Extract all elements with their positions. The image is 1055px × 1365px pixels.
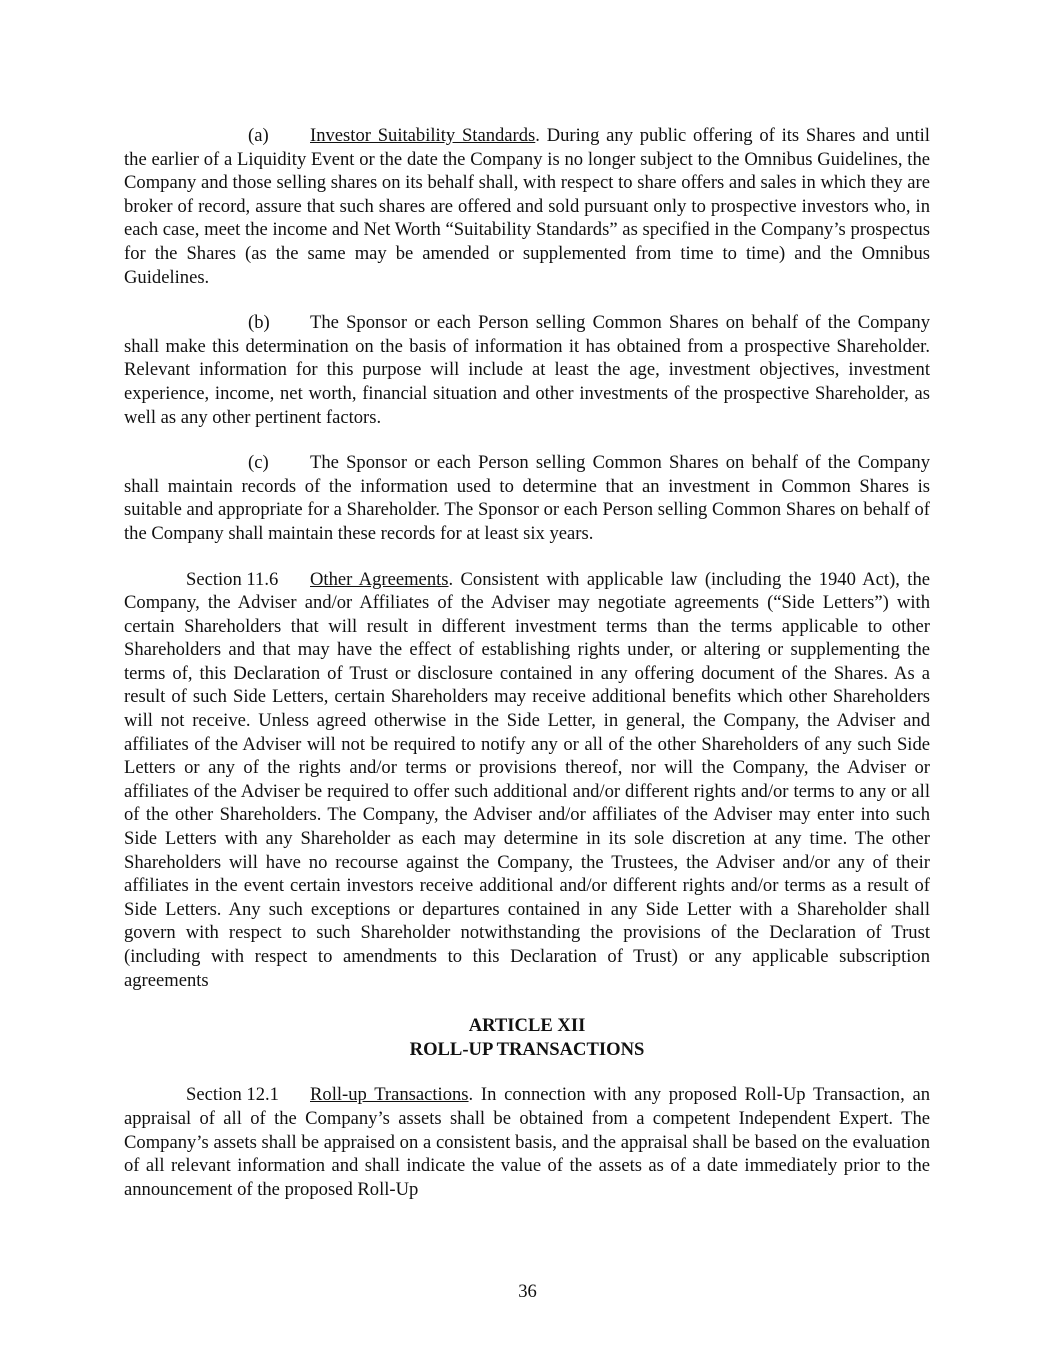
article-heading (124, 1014, 930, 1061)
section-11-6 (124, 568, 930, 993)
paragraph-a-enum: (a) (248, 125, 269, 146)
paragraph-c-enum: (c) (248, 452, 269, 474)
section-12-1 (124, 1083, 930, 1201)
section-12-1-heading: Roll-up Transactions (310, 1084, 469, 1106)
paragraph-a-text: . During any public offering of its Shares and until the earlier of a Liquidity Event or the date the Company is no longer subject to the Omnibus Guidelines, the Company and those selling shares on its behalf shall, with respect to share offers and sales in which they are broker of record, assure that such shares are offered and sold pursuant only to prospective investors who, in each case, meet the income and Net Worth “Suitability Standards” as specified in the Company’s prospectus for the Shares (as the same may be amended or supplemented from time to time) and the Omnibus Guidelines. (124, 125, 930, 288)
article-number: ARTICLE XII (468, 1015, 586, 1037)
article-title: ROLL-UP TRANSACTIONS (409, 1038, 645, 1060)
section-11-6-text: . Consistent with applicable law (including the 1940 Act), the Company, the Adviser and/or Affiliates of the Adviser may negotiate agreements (“Side Letters”) with certain Shareholders that will result in different investment terms than the terms applicable to other Shareholders and that may have the effect of establishing rights under, or altering or supplementing the terms of, this Declaration of Trust or disclosure contained in any offering document of the Shares. As a result of such Side Letters, certain Shareholders may receive additional benefits which other Shareholders will not receive. Unless agreed otherwise in the Side Letter, in general, the Company, the Adviser and affiliates of the Adviser will not be required to notify any or all of the other Shareholders of any such Side Letters or any of the rights and/or terms or provisions thereof, nor will the Company, the Adviser or affiliates of the Adviser be required to offer such additional and/or different rights and/or terms to any or all of the other Shareholders. The Company, the Adviser and/or affiliates of the Adviser may enter into such Side Letters with any Shareholder as each may determine in its sole discretion at any time. The other Shareholders will have no recourse against the Company, the Trustees, the Adviser and/or any of their affiliates in the event certain investors receive additional and/or different rights and/or terms as a result of Side Letters. Any such exceptions or departures contained in any Side Letter with a Shareholder shall govern with respect to such Shareholder notwithstanding the provisions of the Declaration of Trust (including with respect to amendments to this Declaration of Trust) or any applicable subscription agreements (124, 568, 930, 991)
paragraph-b (124, 311, 930, 429)
section-11-6-number: Section 11.6 (186, 568, 279, 590)
document-page (124, 124, 930, 1223)
paragraph-a-heading: Investor Suitability Standards (310, 125, 536, 146)
section-12-1-text: . In connection with any proposed Roll-Up Transaction, an appraisal of all of the Company’s assets shall be obtained from a competent Independent Expert. The Company’s assets shall be appraised on a consistent basis, and the appraisal shall be based on the evaluation of all relevant information and shall indicate the value of the assets as of a date immediately prior to the announcement of the proposed Roll-Up (124, 1084, 930, 1200)
section-11-6-heading: Other Agreements (310, 568, 449, 590)
paragraph-c-text: The Sponsor or each Person selling Common Shares on behalf of the Company shall maintain records of the information used to determine that an investment in Common Shares is suitable and appropriate for a Shareholder. The Sponsor or each Person selling Common Shares on behalf of the Company shall maintain these records for at least six years. (124, 452, 930, 544)
paragraph-c (124, 451, 930, 545)
paragraph-b-enum: (b) (248, 312, 270, 334)
paragraph-b-text: The Sponsor or each Person selling Common Shares on behalf of the Company shall make this determination on the basis of information it has obtained from a prospective Shareholder. Relevant information for this purpose will include at least the age, investment objectives, investment experience, income, net worth, financial situation and other investments of the prospective Shareholder, as well as any other pertinent factors. (124, 312, 930, 428)
section-12-1-number: Section 12.1 (186, 1084, 279, 1106)
page-number: 36 (518, 1281, 537, 1302)
paragraph-a (124, 124, 930, 289)
